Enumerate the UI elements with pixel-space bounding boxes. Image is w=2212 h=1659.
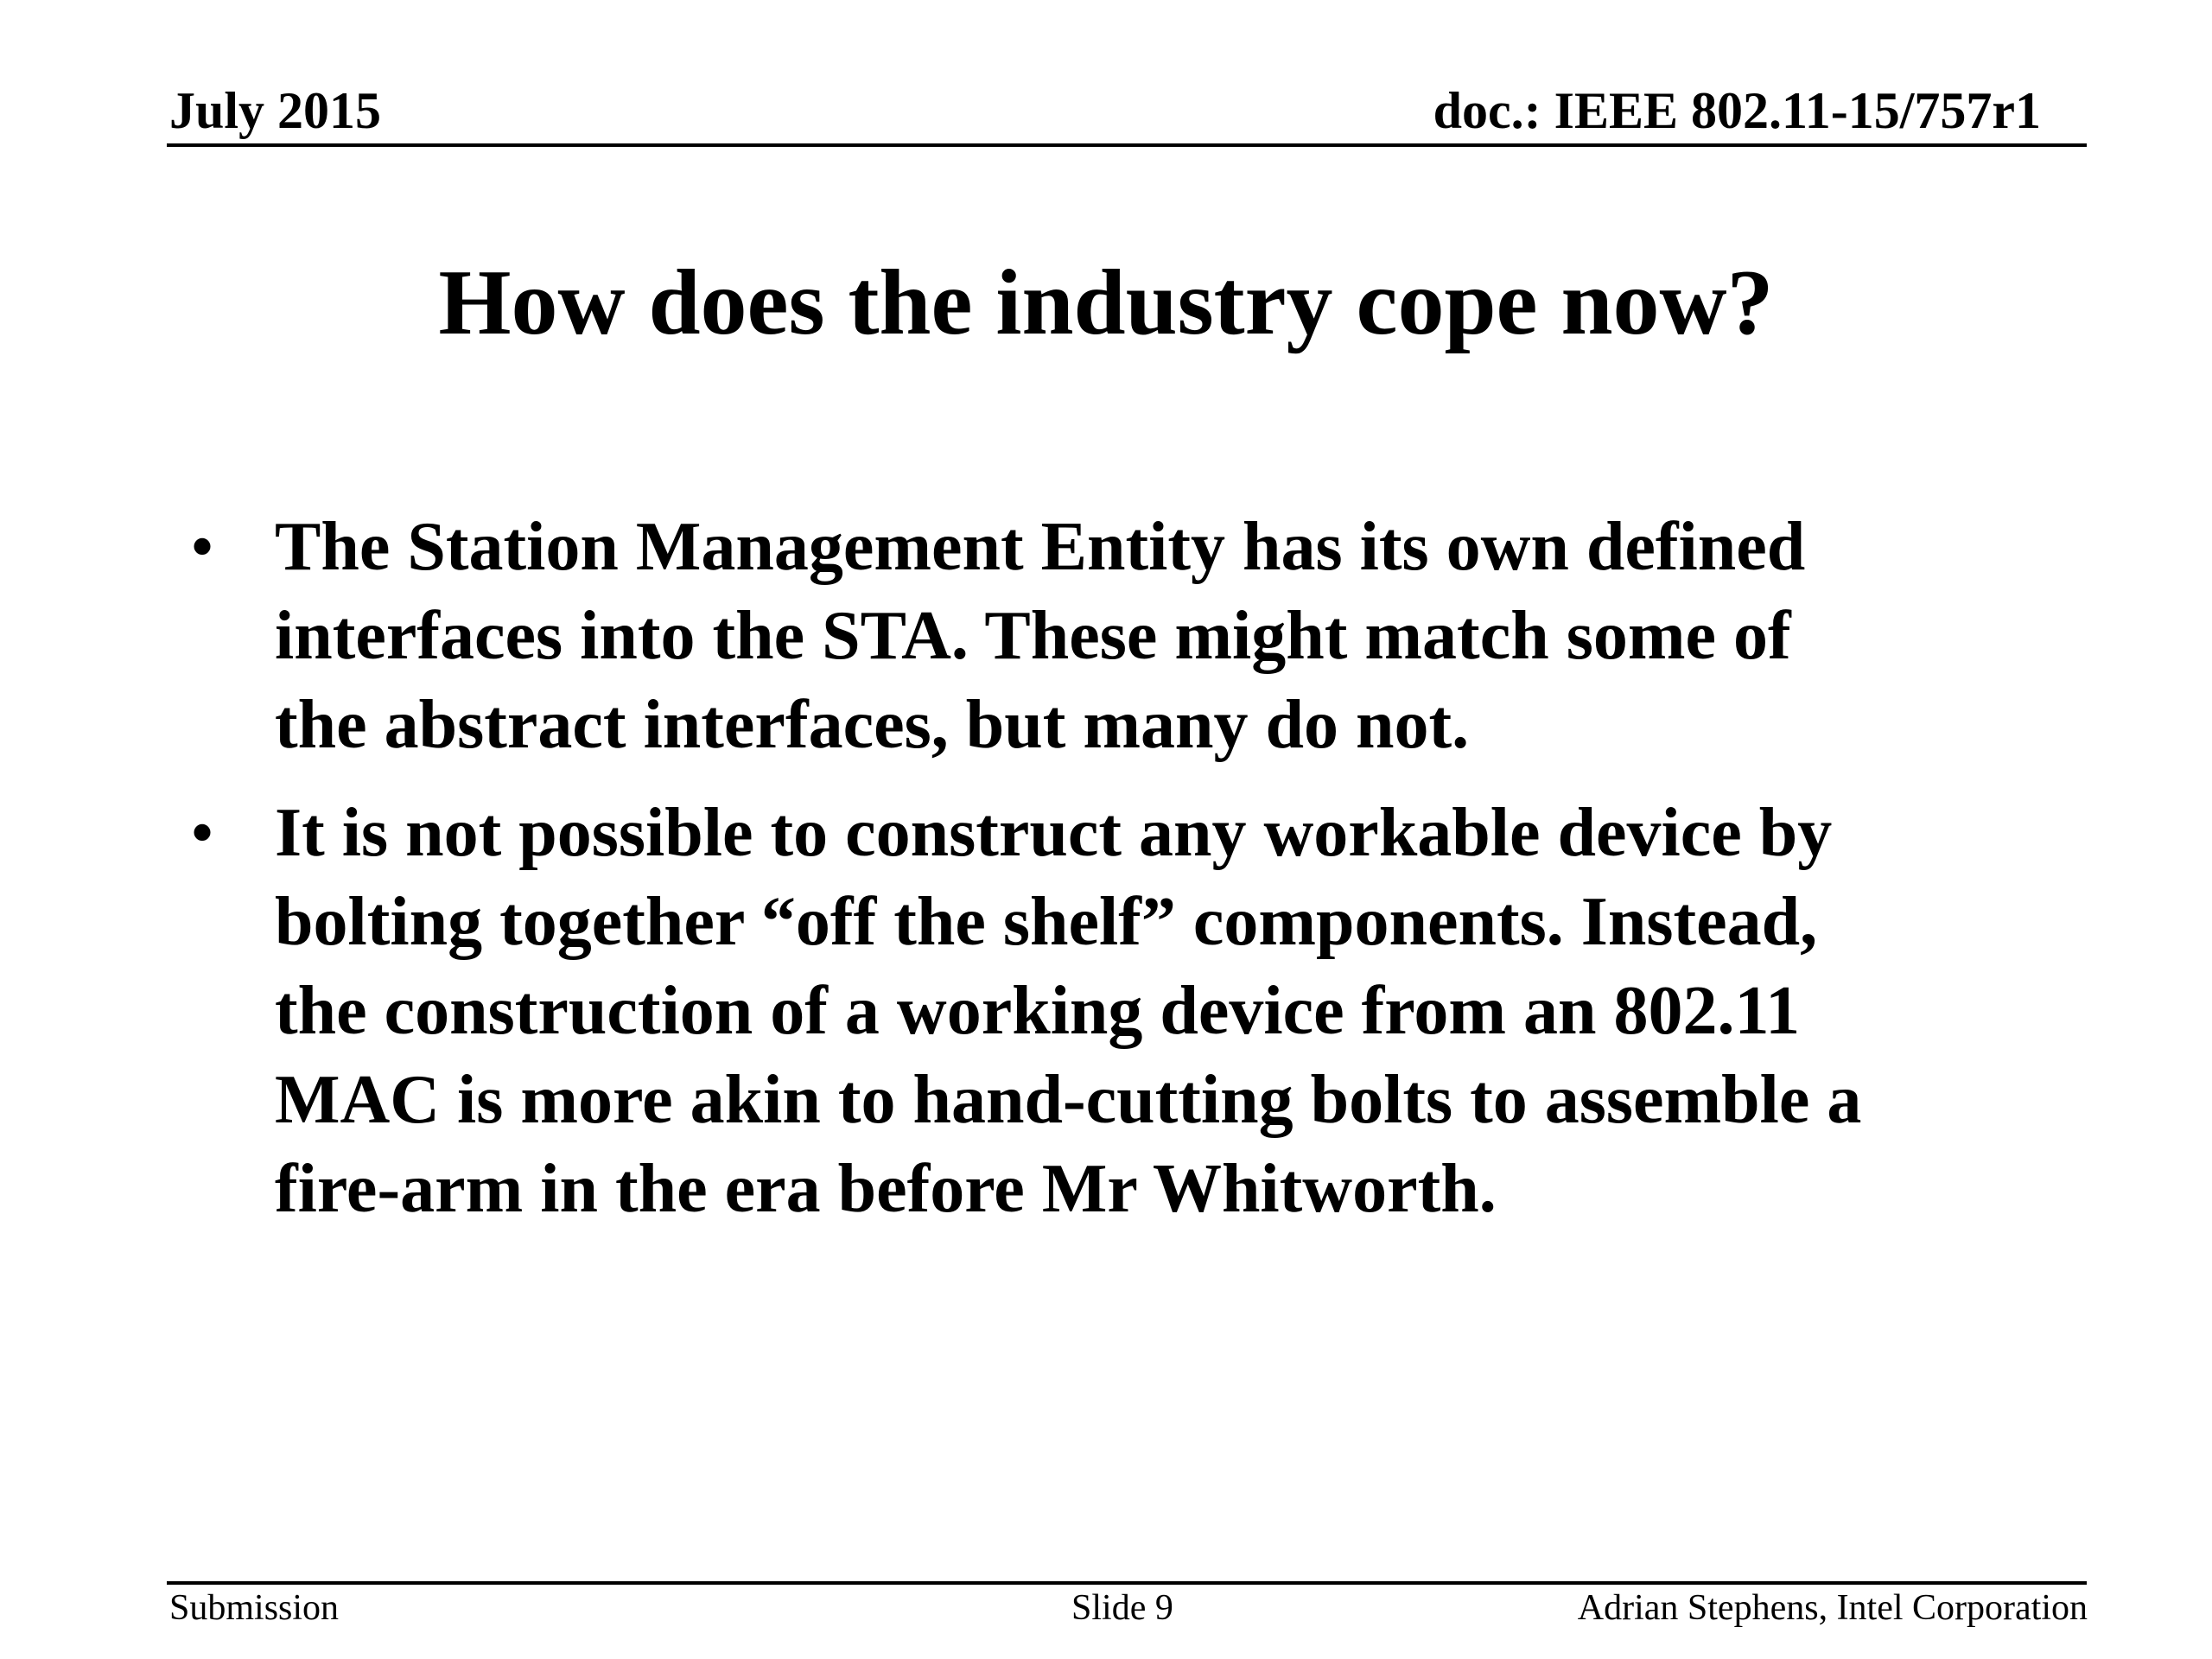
bullet-list [181,503,2039,1253]
footer-submission: Submission [169,1588,340,1628]
bullet-text-line: MAC is more akin to hand-cutting bolts to assemble a [275,1062,1862,1138]
bullet-text-line: the construction of a working device from an 802.11 [275,973,1801,1049]
bullet-item [181,789,2039,1234]
bullet-text-line: fire-arm in the era before Mr Whitworth. [275,1151,1497,1227]
bullet-text-line: bolting together “off the shelf” components. Instead, [275,884,1818,960]
bullet-text-line: It is not possible to construct any workable device by [275,795,1833,871]
slide-title: How does the industry cope now? [438,251,1774,354]
header-doc-id: doc.: IEEE 802.11-15/757r1 [1433,82,2041,139]
bullet-text-line: The Station Management Entity has its own defined [275,509,1806,585]
header-divider [167,143,2087,147]
bullet-item [181,503,2039,770]
footer-author: Adrian Stephens, Intel Corporation [1577,1588,2088,1628]
bullet-text-line: interfaces into the STA. These might match some of [275,598,1791,674]
bullet-text-line: the abstract interfaces, but many do not. [275,687,1470,763]
bullet-marker: • [190,509,215,585]
footer-divider [167,1581,2087,1585]
footer-slide-number: Slide 9 [1071,1588,1173,1628]
bullet-marker: • [190,795,215,871]
header-date: July 2015 [169,82,382,139]
